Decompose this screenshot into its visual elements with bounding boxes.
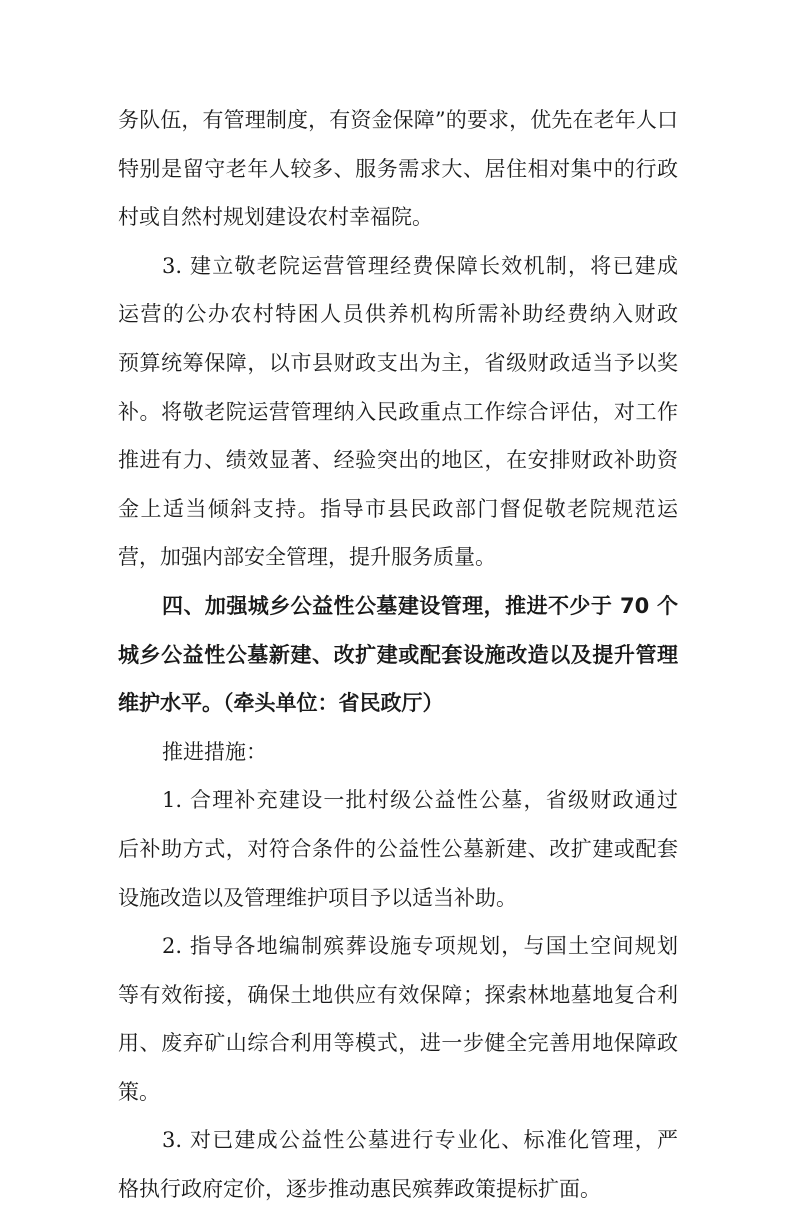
text-line: 格执行政府定价，逐步推动惠民殡葬政策提标扩面。 bbox=[118, 1177, 601, 1202]
text-line: 2. 指导各地编制殡葬设施专项规划，与国土空间规划 bbox=[162, 934, 678, 959]
measures-label: 推进措施： bbox=[162, 739, 267, 764]
text-line: 3. 建立敬老院运营管理经费保障长效机制，将已建成 bbox=[162, 253, 678, 278]
text-line: 3. 对已建成公益性公墓进行专业化、标准化管理，严 bbox=[162, 1128, 678, 1153]
text-line: 1. 合理补充建设一批村级公益性公墓，省级财政通过 bbox=[162, 788, 678, 813]
text-line: 预算统筹保障，以市县财政支出为主，省级财政适当予以奖 bbox=[118, 350, 678, 375]
text-line: 推进有力、绩效显著、经验突出的地区，在安排财政补助资 bbox=[118, 448, 678, 473]
text-line: 营，加强内部安全管理，提升服务质量。 bbox=[118, 545, 496, 570]
text-line: 金上适当倾斜支持。指导市县民政部门督促敬老院规范运 bbox=[118, 496, 678, 521]
document-body bbox=[118, 96, 678, 1214]
section-heading-line: 城乡公益性公墓新建、改扩建或配套设施改造以及提升管理 bbox=[118, 642, 678, 667]
section-heading-line: 四、加强城乡公益性公墓建设管理，推进不少于 70 个 bbox=[162, 593, 678, 618]
text-line: 村或自然村规划建设农村幸福院。 bbox=[118, 205, 433, 230]
section-heading-line: 维护水平。（牵头单位：省民政厅） bbox=[118, 691, 444, 716]
text-line: 后补助方式，对符合条件的公益性公墓新建、改扩建或配套 bbox=[118, 836, 678, 861]
text-line: 用、废弃矿山综合利用等模式，进一步健全完善用地保障政 bbox=[118, 1031, 678, 1056]
text-line: 等有效衔接，确保土地供应有效保障；探索林地墓地复合利 bbox=[118, 982, 678, 1007]
text-line: 运营的公办农村特困人员供养机构所需补助经费纳入财政 bbox=[118, 302, 678, 327]
text-line: 补。将敬老院运营管理纳入民政重点工作综合评估，对工作 bbox=[118, 399, 678, 424]
text-line: 策。 bbox=[118, 1079, 160, 1104]
text-line: 设施改造以及管理维护项目予以适当补助。 bbox=[118, 885, 517, 910]
text-line: 特别是留守老年人较多、服务需求大、居住相对集中的行政 bbox=[118, 156, 678, 181]
text-line: 务队伍，有管理制度，有资金保障”的要求，优先在老年人口 bbox=[118, 108, 678, 132]
